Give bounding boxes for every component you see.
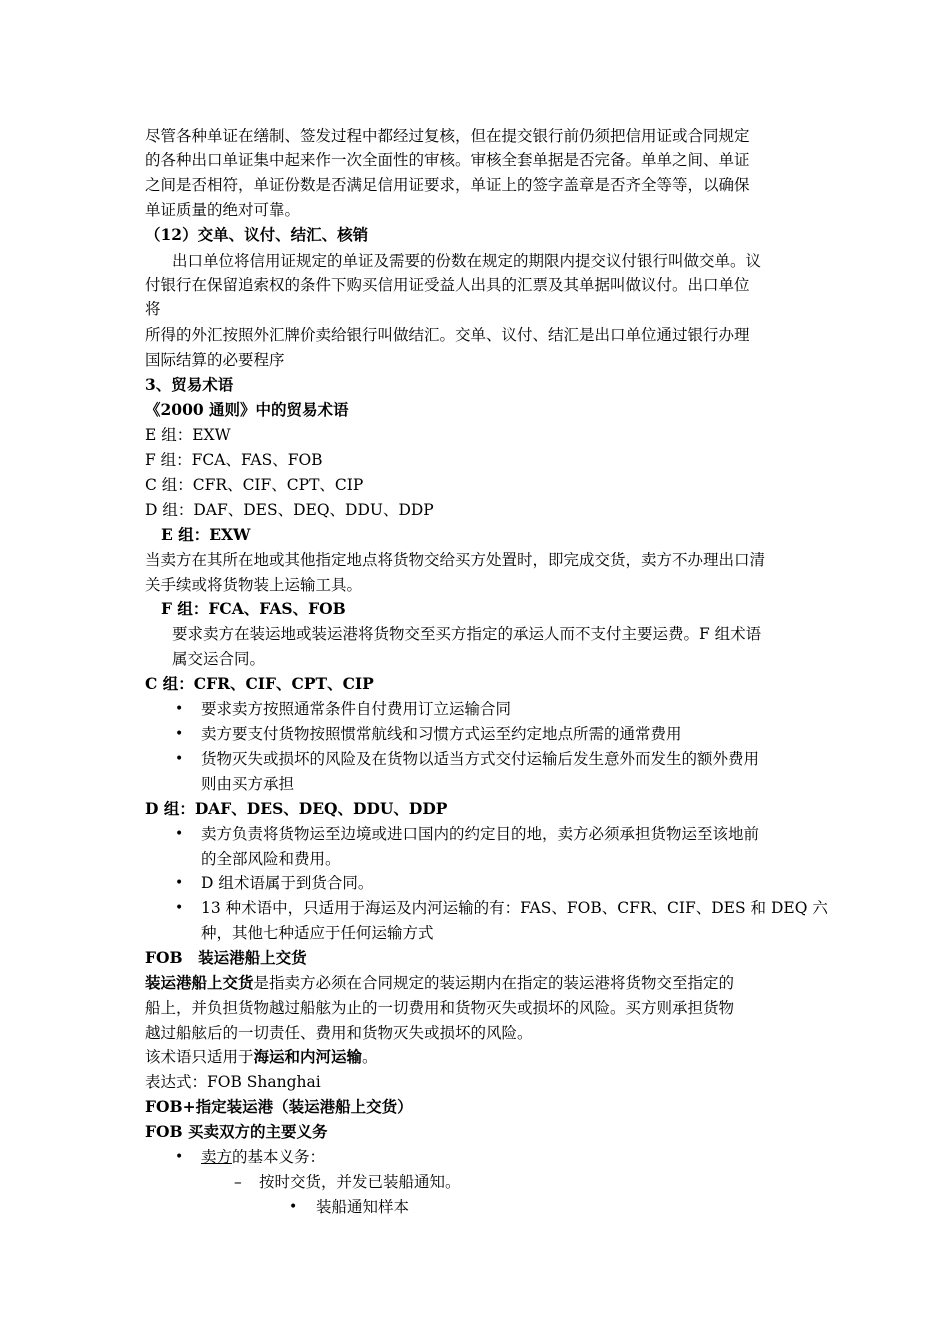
c-bullet-2: 卖方要支付货物按照惯常航线和习惯方式运至约定地点所需的通常费用 [201, 725, 682, 743]
fob-def-term: 装运港船上交货 [145, 973, 254, 992]
review-line-4: 单证质量的绝对可靠。 [145, 201, 301, 219]
settlement-line-5: 国际结算的必要程序 [145, 351, 285, 369]
settlement-line-4: 所得的外汇按照外汇牌价卖给银行叫做结汇。交单、议付、结汇是出口单位通过银行办理 [145, 326, 750, 344]
fob-scope-line [145, 1045, 378, 1069]
seller-sub-2: 装船通知样本 [316, 1198, 410, 1216]
c-group-heading: C 组：CFR、CIF、CPT、CIP [145, 674, 374, 693]
d-bullet-1: 卖方负责将货物运至边境或进口国内的约定目的地，卖方必须承担货物运至该地前 [201, 825, 760, 843]
f-group-line-2: 属交运合同。 [172, 650, 266, 668]
group-line-e: E 组：EXW [145, 426, 231, 444]
d-bullet-3-cont: 种，其他七种适应于任何运输方式 [201, 924, 434, 942]
review-line-1: 尽管各种单证在缮制、签发过程中都经过复核，但在提交银行前仍须把信用证或合同规定 [145, 127, 750, 145]
f-group-heading: F 组：FCA、FAS、FOB [161, 599, 346, 618]
e-group-line-2: 关手续或将货物装上运输工具。 [145, 576, 363, 594]
c-bullet-1: 要求卖方按照通常条件自付费用订立运输合同 [201, 700, 512, 718]
fob-formula: FOB+指定装运港（装运港船上交货） [145, 1097, 413, 1116]
f-group-line-1: 要求卖方在装运地或装运港将货物交至买方指定的承运人而不支付主要运费。F 组术语 [172, 625, 762, 643]
fob-def-line-1 [145, 971, 734, 995]
e-group-line-1: 当卖方在其所在地或其他指定地点将货物交给买方处置时，即完成交货，卖方不办理出口清 [145, 551, 766, 569]
settlement-line-1: 出口单位将信用证规定的单证及需要的份数在规定的期限内提交议付银行叫做交单。议 [172, 252, 762, 270]
group-line-f: F 组：FCA、FAS、FOB [145, 451, 323, 469]
fob-scope-suffix: 。 [362, 1048, 378, 1066]
fob-def-line-3: 越过船舷后的一切责任、费用和货物灭失或损坏的风险。 [145, 1024, 533, 1042]
fob-scope-prefix: 该术语只适用于 [145, 1048, 254, 1066]
seller-duty-line [201, 1145, 325, 1169]
review-line-2: 的各种出口单证集中起来作一次全面性的审核。审核全套单据是否完备。单单之间、单证 [145, 151, 750, 169]
seller-link[interactable]: 卖方 [201, 1148, 233, 1166]
bullet-marker: • [175, 726, 184, 742]
group-line-d: D 组：DAF、DES、DEQ、DDU、DDP [145, 501, 434, 519]
fob-def-line-2: 船上，并负担货物越过船舷为止的一切费用和货物灭失或损坏的风险。买方则承担货物 [145, 999, 735, 1017]
heading-3: 3、贸易术语 [145, 375, 234, 394]
settlement-line-2: 付银行在保留追索权的条件下购买信用证受益人出具的汇票及其单据叫做议付。出口单位 [145, 276, 750, 294]
fob-duties-bold: FOB [145, 1122, 183, 1141]
settlement-line-3: 将 [145, 300, 161, 318]
d-group-heading: D 组：DAF、DES、DEQ、DDU、DDP [145, 799, 448, 818]
dash-marker: – [234, 1173, 242, 1191]
d-bullet-1-cont: 的全部风险和费用。 [201, 850, 341, 868]
bullet-marker: • [175, 751, 184, 767]
d-bullet-3: 13 种术语中，只适用于海运及内河运输的有：FAS、FOB、CFR、CIF、DES 和 DEQ 六 [201, 899, 828, 917]
fob-duties-rest: 买卖双方的主要义务 [182, 1122, 328, 1141]
fob-duties-heading [145, 1120, 328, 1144]
heading-2000: 《2000 通则》中的贸易术语 [145, 400, 349, 419]
seller-sub-1: 按时交货，并发已装船通知。 [259, 1173, 461, 1191]
fob-scope-bold: 海运和内河运输 [253, 1047, 363, 1066]
bullet-marker: • [175, 826, 184, 842]
fob-expression: 表达式：FOB Shanghai [145, 1073, 321, 1091]
group-line-c: C 组：CFR、CIF、CPT、CIP [145, 476, 364, 494]
bullet-marker: • [175, 875, 184, 891]
e-group-heading: E 组：EXW [161, 525, 251, 544]
seller-duty-text: 的基本义务： [232, 1148, 326, 1166]
c-bullet-3-cont: 则由买方承担 [201, 775, 295, 793]
review-line-3: 之间是否相符，单证份数是否满足信用证要求，单证上的签字盖章是否齐全等等，以确保 [145, 176, 750, 194]
d-bullet-2: D 组术语属于到货合同。 [201, 874, 374, 892]
bullet-marker: • [175, 701, 184, 717]
heading-12: （12）交单、议付、结汇、核销 [145, 225, 369, 244]
bullet-marker: • [289, 1199, 298, 1215]
bullet-marker: • [175, 1149, 184, 1165]
fob-def-text: 是指卖方必须在合同规定的装运期内在指定的装运港将货物交至指定的 [253, 974, 735, 992]
c-bullet-3: 货物灭失或损坏的风险及在货物以适当方式交付运输后发生意外而发生的额外费用 [201, 750, 760, 768]
bullet-marker: • [175, 900, 184, 916]
fob-heading: FOB 装运港船上交货 [145, 948, 307, 967]
